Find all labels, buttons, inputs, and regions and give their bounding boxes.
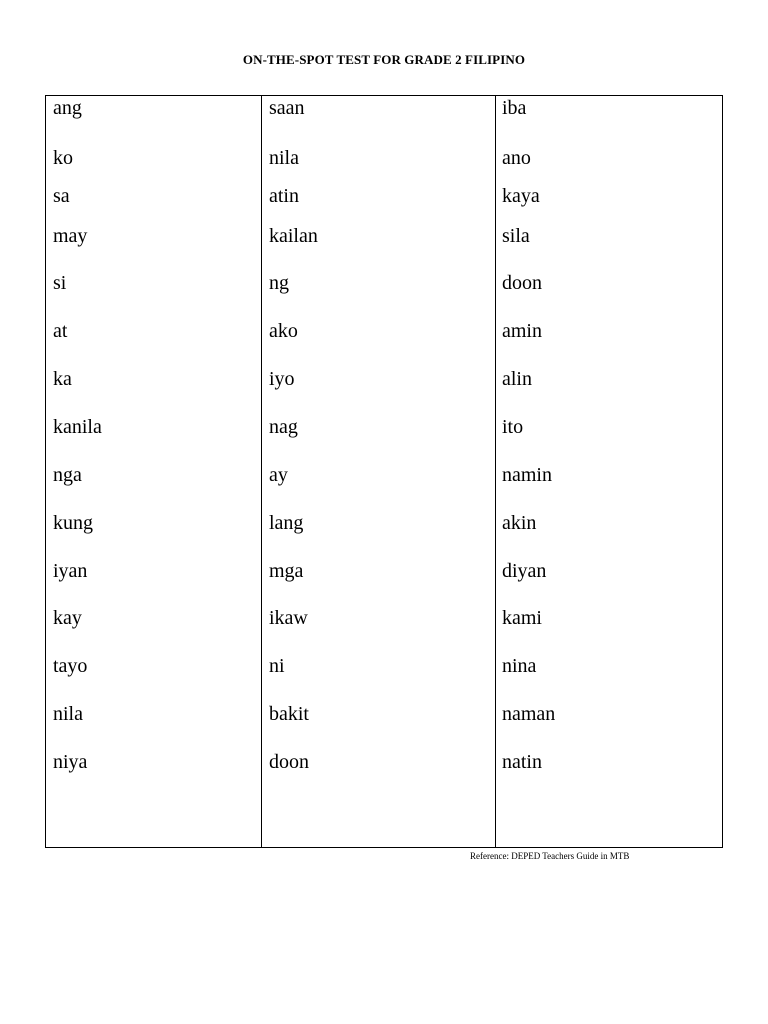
column-divider xyxy=(261,96,262,847)
word-cell: may xyxy=(53,225,88,247)
word-cell: sa xyxy=(53,185,70,207)
word-cell: nila xyxy=(53,703,83,725)
word-cell: ni xyxy=(269,655,285,677)
word-cell: niya xyxy=(53,751,88,773)
word-cell: amin xyxy=(502,320,542,342)
word-cell: nila xyxy=(269,147,299,169)
word-cell: nga xyxy=(53,464,82,486)
word-cell: ay xyxy=(269,464,288,486)
word-cell: tayo xyxy=(53,655,88,677)
word-cell: doon xyxy=(269,751,309,773)
word-cell: kailan xyxy=(269,225,318,247)
reference-note: Reference: DEPED Teachers Guide in MTB xyxy=(470,851,630,861)
word-cell: alin xyxy=(502,368,532,390)
word-cell: saan xyxy=(269,97,305,119)
column-divider xyxy=(495,96,496,847)
word-cell: bakit xyxy=(269,703,309,725)
word-cell: kanila xyxy=(53,416,102,438)
word-cell: namin xyxy=(502,464,552,486)
word-cell: kung xyxy=(53,512,93,534)
word-cell: diyan xyxy=(502,560,547,582)
word-cell: at xyxy=(53,320,68,342)
word-cell: kami xyxy=(502,607,542,629)
word-cell: doon xyxy=(502,272,542,294)
word-cell: akin xyxy=(502,512,537,534)
word-cell: natin xyxy=(502,751,542,773)
word-table xyxy=(45,95,723,848)
word-cell: naman xyxy=(502,703,556,725)
word-cell: mga xyxy=(269,560,304,582)
word-cell: ito xyxy=(502,416,524,438)
word-cell: sila xyxy=(502,225,530,247)
word-cell: nag xyxy=(269,416,298,438)
page-title: ON-THE-SPOT TEST FOR GRADE 2 FILIPINO xyxy=(242,52,526,67)
word-cell: atin xyxy=(269,185,299,207)
word-cell: kaya xyxy=(502,185,540,207)
word-cell: ako xyxy=(269,320,298,342)
word-cell: iyo xyxy=(269,368,295,390)
word-cell: iyan xyxy=(53,560,88,582)
word-cell: ng xyxy=(269,272,289,294)
word-cell: iba xyxy=(502,97,527,119)
word-cell: ano xyxy=(502,147,531,169)
word-cell: ka xyxy=(53,368,72,390)
word-cell: ko xyxy=(53,147,73,169)
word-cell: lang xyxy=(269,512,304,534)
word-cell: nina xyxy=(502,655,537,677)
word-cell: si xyxy=(53,272,67,294)
word-cell: ikaw xyxy=(269,607,308,629)
word-cell: ang xyxy=(53,97,82,119)
word-cell: kay xyxy=(53,607,82,629)
